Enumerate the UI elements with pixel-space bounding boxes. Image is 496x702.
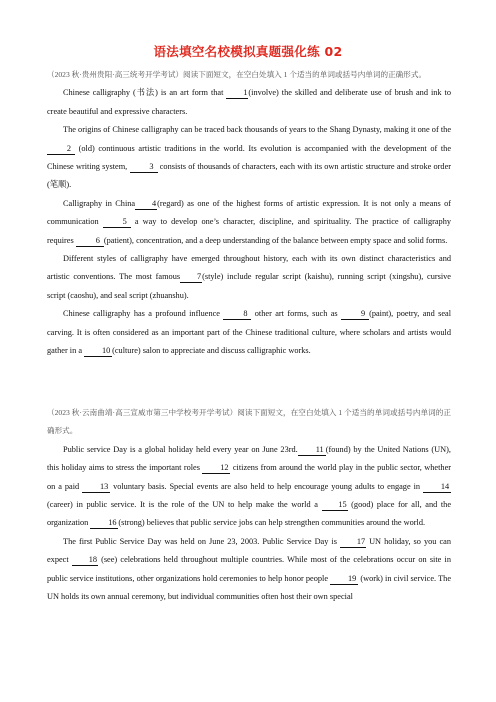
blank-3: 3 [130,161,158,173]
blank-16: 16 [90,517,118,529]
page-title: 语法填空名校模拟真题强化练 02 [153,44,343,59]
blank-7: 7 [180,271,202,283]
blank-18: 18 [72,554,98,566]
passage-1-paragraph-1: Chinese calligraphy (书法) is an art form that 1(involve) the skilled and deliberate use of brush and ink to create beautiful and expressive characters. [47,88,451,116]
passage-2 [47,404,451,606]
blank-11: 11 [298,444,326,456]
blank-13: 13 [82,481,110,493]
blank-10: 10 [84,345,112,357]
blank-5: 5 [103,216,131,228]
passage-2-source: （2023 秋·云南曲靖·高三宣威市第三中学校考开学考试）阅读下面短文，在空白处填入 1 个适当的单词或括号内单词的正确形式。 [47,408,451,436]
blank-8: 8 [223,308,251,320]
passage-1-paragraph-2: The origins of Chinese calligraphy can be traced back thousands of years to the Shang Dynasty, making it one of the 2 (old) continuous artistic traditions in the world. Its evolution is accompanied with the development of the Chinese writing system, 3 consists of thousands of characters, each with its own artistic structure and stroke order (笔顺). [47,125,452,190]
blank-15: 15 [322,499,348,511]
blank-6: 6 [76,235,104,247]
blank-17: 17 [340,536,366,548]
blank-12: 12 [202,462,230,474]
blank-4: 4 [135,198,157,210]
blank-2: 2 [47,143,75,155]
passage-1 [47,66,451,361]
passage-1-paragraph-5: Chinese calligraphy has a profound influence 8 other art forms, such as 9 (paint), poetry, and seal carving. It is often considered as an important part of the Chinese traditional culture, where scholars and artists would gather in a 10 (culture) salon to appreciate and discuss calligraphic works. [47,309,452,356]
passage-1-paragraph-4: Different styles of calligraphy have emerged throughout history, each with its own distinct characteristics and artistic conventions. The most famous 7(style) include regular script (kaishu), running script (xingshu), cursive script (caoshu), and seal script (zhuanshu). [47,254,451,300]
passage-1-source: （2023 秋·贵州贵阳·高三统考开学考试）阅读下面短文，在空白处填入 1 个适当的单词或括号内单词的正确形式。 [47,70,427,79]
blank-19: 19 [330,573,358,585]
passage-2-paragraph-2: The first Public Service Day was held on June 23, 2003. Public Service Day is 17 UN holiday, so you can expect 18 (see) celebrations held throughout multiple countries. While most of the celebrations occur on site in public service institutions, other organizations hold ceremonies to help honor people 19 (work) in civil service. The UN holds its own annual ceremony, but individual communities often host their own special [47,536,452,602]
blank-1: 1 [226,87,248,99]
blank-9: 9 [341,308,369,320]
passage-1-paragraph-3: Calligraphy in China 4(regard) as one of the highest forms of artistic expression. It is not only a means of communication 5 a way to develop one’s character, discipline, and spirituality. The practice of calligraphy requires 6 (patient), concentration, and a deep understanding of the balance between empty space and solid forms. [47,198,451,245]
passage-2-paragraph-1: Public service Day is a global holiday held every year on June 23rd. 11 (found) by the United Nations (UN), this holiday aims to stress the important roles 12 citizens from around the world play in the public sector, whether on a paid 13 voluntary basis. Special events are also held to help encourage young adults to engage in 14(career) in public service. It is the role of the UN to help make the world a 15 (good) place for all, and the organization 16 (strong) believes that public service jobs can help strengthen communities around the world. [47,444,452,528]
blank-14: 14 [423,481,451,493]
